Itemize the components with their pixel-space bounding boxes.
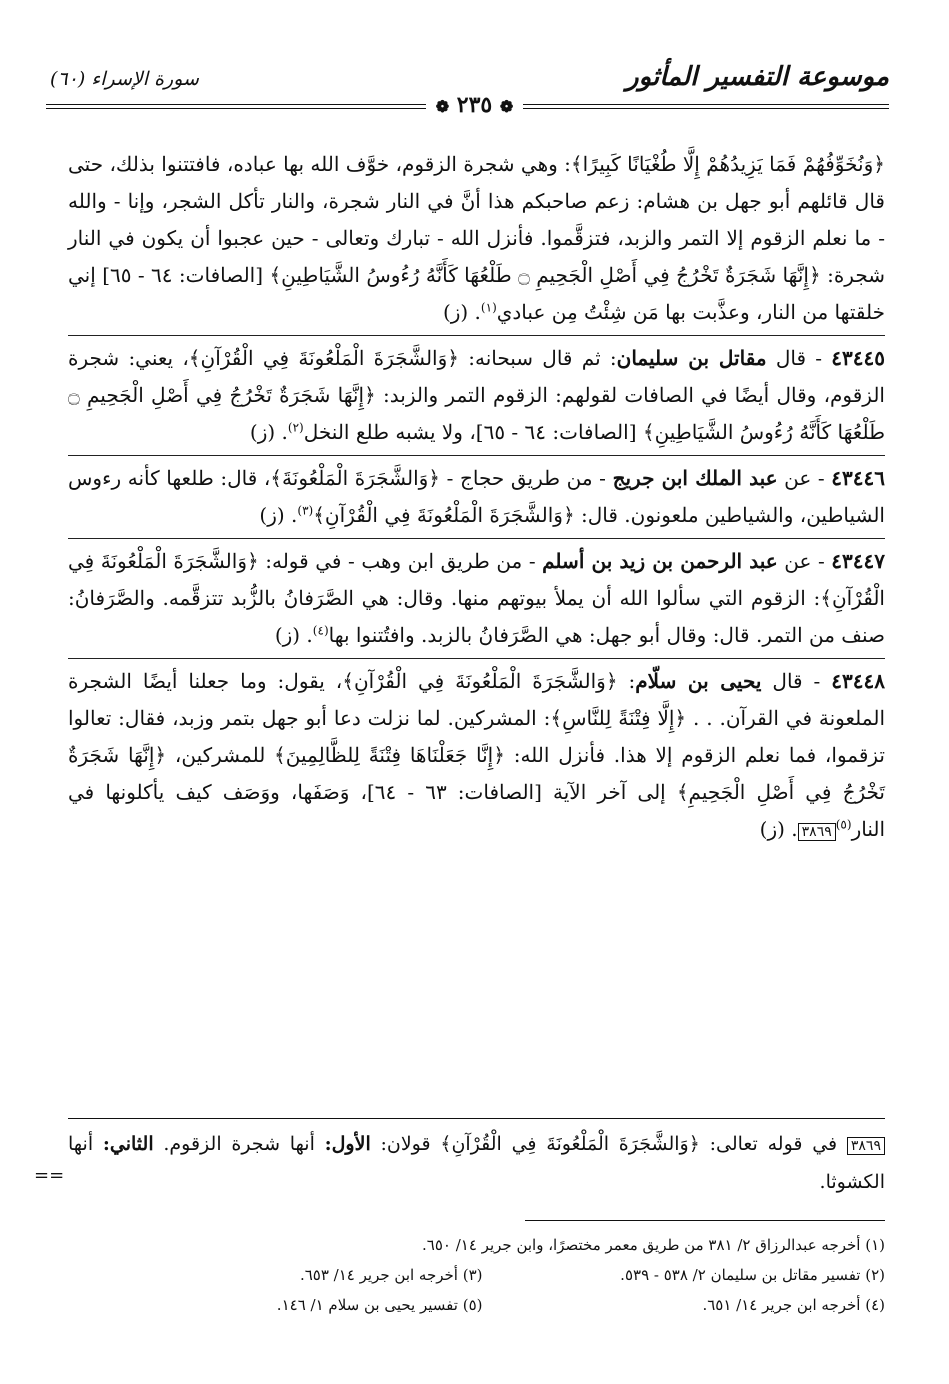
surah-label: سورة الإسراء (٦٠) xyxy=(50,68,199,90)
narration-text: : ثم قال سبحانه: ﴿وَالشَّجَرَةَ الْمَلْعُونَةَ فِي الْقُرْآنِ﴾، يعني: شجرة الزقوم، وقال أيضًا في الصافات لقولهم: الزقوم التمر والزبد: ﴿إِنَّهَا شَجَرَةٌ تَخْرُجُ فِي أَصْلِ الْجَحِيمِ ۝ طَلْعُهَا كَأَنَّهُ رُءُوسُ الشَّيَاطِينِ﴾ [الصافات: ٦٤ - ٦٥]، ولا يشبه طلع النخل xyxy=(68,346,885,444)
footnote-5: (٥) تفسير يحيى بن سلام ١/ ١٤٦. xyxy=(276,1296,483,1314)
narrator-name: يحيى بن سلّام xyxy=(635,669,762,693)
narration-lead: - قال xyxy=(775,346,823,370)
page-number-wrap xyxy=(0,92,949,118)
footnote-row xyxy=(80,1230,885,1260)
narrator-name: عبد الرحمن بن زيد بن أسلم xyxy=(542,549,778,573)
footnote-ref: (٣) xyxy=(297,503,314,518)
paragraph-tail: . (ز) xyxy=(274,623,313,647)
narration-43447 xyxy=(68,539,885,658)
footnote-4: (٤) أخرجه ابن جرير ١٤/ ٦٥١. xyxy=(702,1296,885,1314)
ornament-right-icon: ❁ xyxy=(499,97,514,116)
commentary-first: أنها شجرة الزقوم. xyxy=(163,1133,315,1155)
footnote-ref: (١) xyxy=(480,300,497,315)
narration-lead: - عن xyxy=(784,466,825,490)
narration-number: ٤٣٤٤٦ xyxy=(831,466,886,490)
book-title: موسوعة التفسير المأثور xyxy=(626,62,889,92)
page-number-block xyxy=(426,92,524,118)
commentary-number-box: ٣٨٦٩ xyxy=(847,1137,885,1155)
footnotes-rule xyxy=(525,1220,885,1221)
narration-43445 xyxy=(68,336,885,455)
narration-text: - من طريق ابن وهب - في قوله: ﴿وَالشَّجَرَةَ الْمَلْعُونَةَ فِي الْقُرْآنِ﴾: الزقوم التي سألوا الله أن يملأ بيوتهم منها. وقال: هي الصَّرَفانُ بالزُّبد تتزقَّمه. والصَّرَفانُ: صنف من التمر. قال: وقال أبو جهل: هي الصَّرَفانُ بالزبد. وافتُتنوا بها xyxy=(68,549,885,647)
paragraph-tail: . (ز) xyxy=(759,817,798,841)
footnote-2: (٢) تفسير مقاتل بن سليمان ٢/ ٥٣٨ - ٥٣٩. xyxy=(620,1266,885,1284)
footnote-1: (١) أخرجه عبدالرزاق ٢/ ٣٨١ من طريق معمر مختصرًا، وابن جرير ١٤/ ٦٥٠. xyxy=(422,1236,885,1254)
footnote-ref: (٤) xyxy=(312,623,329,638)
footnotes xyxy=(80,1230,885,1320)
narration-number: ٤٣٤٤٧ xyxy=(831,549,885,573)
continuation-marker: == xyxy=(34,1165,65,1186)
narrator-name: عبد الملك ابن جريج xyxy=(612,466,778,490)
commentary-ref-box: ٣٨٦٩ xyxy=(798,823,836,841)
narration-text: : ﴿وَالشَّجَرَةَ الْمَلْعُونَةَ فِي الْقُرْآنِ﴾، يقول: وما جعلنا أيضًا الشجرة الملعونة في القرآن. . . ﴿إِلَّا فِتْنَةً لِلنَّاسِ﴾: المشركين. لما نزلت دعا أبو جهل بتمر وزبد، فقال: تعالوا تزقموا، فما نعلم الزقوم إلا هذا. فأنزل الله: ﴿إِنَّا جَعَلْنَاهَا فِتْنَةً لِلظَّالِمِينَ﴾ للمشركين، ﴿إِنَّهَا شَجَرَةٌ تَخْرُجُ فِي أَصْلِ الْجَحِيمِ﴾ إلى آخر الآية [الصافات: ٦٣ - ٦٤]، وَصَفَها، ووَصَف كيف يأكلونها في النار xyxy=(68,669,885,841)
footnote-3: (٣) أخرجه ابن جرير ١٤/ ٦٥٣. xyxy=(299,1266,483,1284)
narration-text: - من طريق حجاج - ﴿وَالشَّجَرَةَ الْمَلْعُونَةَ﴾، قال: طلعها كأنه رءوس الشياطين، والشياطين ملعونون. قال: ﴿وَالشَّجَرَةَ الْمَلْعُونَةَ فِي الْقُرْآنِ﴾ xyxy=(68,466,885,527)
narration-lead: - قال xyxy=(772,669,821,693)
footnote-row xyxy=(80,1290,885,1320)
footnote-ref: (٢) xyxy=(287,420,304,435)
commentary-intro: في قوله تعالى: ﴿وَالشَّجَرَةَ الْمَلْعُونَةَ فِي الْقُرْآنِ﴾ قولان: xyxy=(380,1133,838,1155)
commentary-note xyxy=(68,1126,885,1200)
paragraph-tail: . (ز) xyxy=(249,420,288,444)
paragraph-tail: . (ز) xyxy=(259,503,298,527)
narration-number: ٤٣٤٤٨ xyxy=(831,669,885,693)
narration-lead: - عن xyxy=(784,549,825,573)
commentary-second: أنها الكشوثا. xyxy=(68,1133,885,1193)
narration-43448 xyxy=(68,659,885,855)
narrator-name: مقاتل بن سليمان xyxy=(616,346,767,370)
narration-number: ٤٣٤٤٥ xyxy=(831,346,886,370)
main-text xyxy=(68,142,885,855)
paragraph-text: ﴿وَنُخَوِّفُهُمْ فَمَا يَزِيدُهُمْ إِلَّا طُغْيَانًا كَبِيرًا﴾: وهي شجرة الزقوم، خوَّف الله بها عباده، فافتتنوا بذلك، حتى قال قائلهم أبو جهل بن هشام: زعم صاحبكم هذا أنَّ في النار شجرة، والنار تأكل الشجر، وإنا - والله - ما نعلم الزقوم إلا التمر والزبد، فتزقَّموا. فأنزل الله - تبارك وتعالى - حين عجبوا أن يكون في النار شجرة: ﴿إِنَّهَا شَجَرَةٌ تَخْرُجُ فِي أَصْلِ الْجَحِيمِ ۝ طَلْعُهَا كَأَنَّهُ رُءُوسُ الشَّيَاطِينِ﴾ [الصافات: ٦٤ - ٦٥] إني خلقتها من النار، وعذَّبت بها مَن شِئْتُ مِن عبادي xyxy=(68,152,886,324)
commentary-first-label: الأول: xyxy=(324,1133,371,1155)
paragraph-intro xyxy=(68,142,885,335)
ornament-left-icon: ❁ xyxy=(435,97,450,116)
commentary-second-label: الثاني: xyxy=(102,1133,154,1155)
commentary-rule xyxy=(68,1118,885,1119)
footnote-ref: (٥) xyxy=(835,817,852,832)
paragraph-tail: . (ز) xyxy=(442,300,481,324)
page-number: ٢٣٥ xyxy=(456,92,493,118)
narration-43446 xyxy=(68,456,885,538)
footnote-row xyxy=(80,1260,885,1290)
